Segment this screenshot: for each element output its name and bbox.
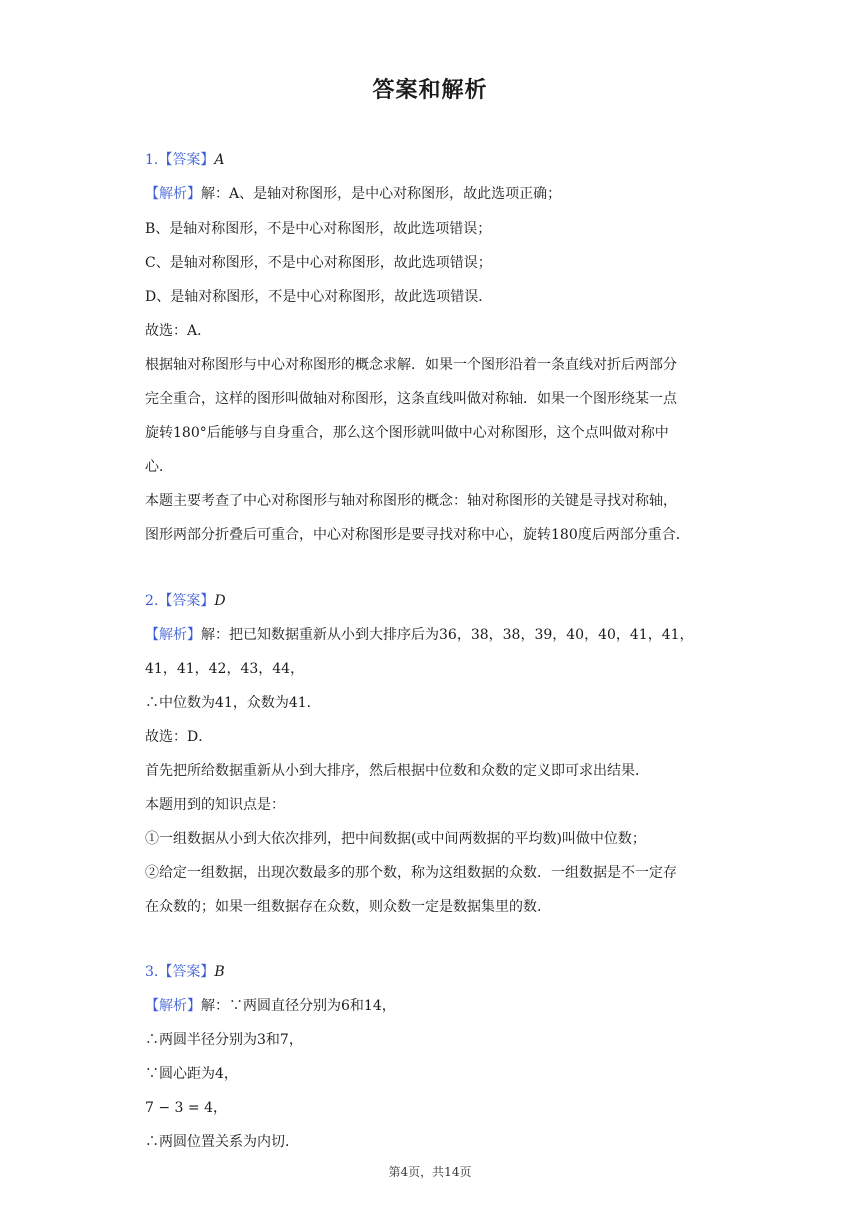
q1-answer-heading [145, 150, 725, 170]
q1-text-7: 完全重合，这样的图形叫做轴对称图形，这条直线叫做对称轴．如果一个图形绕某一点 [145, 391, 677, 407]
q3-answer-value: B [214, 964, 225, 980]
q1-answer-tag: 【答案】 [158, 152, 215, 168]
q2-text-9: 在众数的；如果一组数据存在众数，则众数一定是数据集里的数． [145, 899, 551, 915]
q2-text-6: 本题用到的知识点是： [145, 797, 285, 813]
q1-text-1: 解：A、是轴对称图形，是中心对称图形，故此选项正确； [201, 186, 562, 202]
q3-number: 3. [145, 964, 159, 980]
page-title: 答案和解析 [372, 78, 488, 103]
q2-text-5: 首先把所给数据重新从小到大排序，然后根据中位数和众数的定义即可求出结果． [145, 763, 649, 779]
q1-text-6: 根据轴对称图形与中心对称图形的概念求解．如果一个图形沿着一条直线对折后两部分 [145, 357, 677, 373]
q3-text-5: ∴两圆位置关系为内切． [145, 1134, 299, 1150]
q2-number: 2. [145, 593, 159, 609]
q2-answer-tag: 【答案】 [158, 593, 215, 609]
q2-analysis-tag: 【解析】 [145, 627, 201, 643]
q3-text-3: ∵圆心距为4， [145, 1066, 238, 1082]
q1-text-11: 图形两部分折叠后可重合，中心对称图形是要寻找对称中心，旋转180度后两部分重合． [145, 527, 690, 543]
q2-text-3: ∴中位数为41，众数为41． [145, 695, 321, 711]
q2-answer-value: D [214, 593, 226, 609]
q2-answer-heading [145, 591, 725, 611]
q3-analysis-tag: 【解析】 [145, 998, 201, 1014]
q2-text-7: ①一组数据从小到大依次排列，把中间数据(或中间两数据的平均数)叫做中位数； [145, 831, 646, 847]
q3-text-2: ∴两圆半径分别为3和7， [145, 1032, 303, 1048]
q1-text-2: B、是轴对称图形，不是中心对称图形，故此选项错误； [145, 221, 492, 237]
q1-text-3: C、是轴对称图形，不是中心对称图形，故此选项错误； [145, 255, 492, 271]
q1-number: 1. [145, 152, 159, 168]
q2-analysis-line-1 [145, 625, 725, 645]
q2-text-2: 41，41，42，43，44， [145, 661, 305, 677]
q1-text-9: 心． [145, 459, 173, 475]
q2-text-8: ②给定一组数据，出现次数最多的那个数，称为这组数据的众数．一组数据是不一定存 [145, 865, 677, 881]
q1-analysis-tag: 【解析】 [145, 186, 201, 202]
q3-answer-heading [145, 962, 725, 982]
q1-answer-value: A [214, 152, 225, 168]
q2-text-1: 解：把已知数据重新从小到大排序后为36，38，38，39，40，40，41，41， [201, 627, 694, 643]
page-footer: 第4页，共14页 [388, 1165, 472, 1179]
q3-answer-tag: 【答案】 [158, 964, 215, 980]
q1-text-5: 故选：A． [145, 323, 212, 339]
q3-text-1: 解：∵两圆直径分别为6和14， [201, 998, 396, 1014]
q1-text-10: 本题主要考查了中心对称图形与轴对称图形的概念：轴对称图形的关键是寻找对称轴， [145, 493, 677, 509]
q2-text-4: 故选：D． [145, 729, 213, 745]
q1-text-4: D、是轴对称图形，不是中心对称图形，故此选项错误． [145, 289, 493, 305]
q1-analysis-line-1 [145, 184, 725, 204]
q3-analysis-line-1 [145, 996, 725, 1016]
q3-text-4: 7 − 3 = 4， [145, 1100, 227, 1116]
q1-text-8: 旋转180°后能够与自身重合，那么这个图形就叫做中心对称图形，这个点叫做对称中 [145, 425, 669, 441]
